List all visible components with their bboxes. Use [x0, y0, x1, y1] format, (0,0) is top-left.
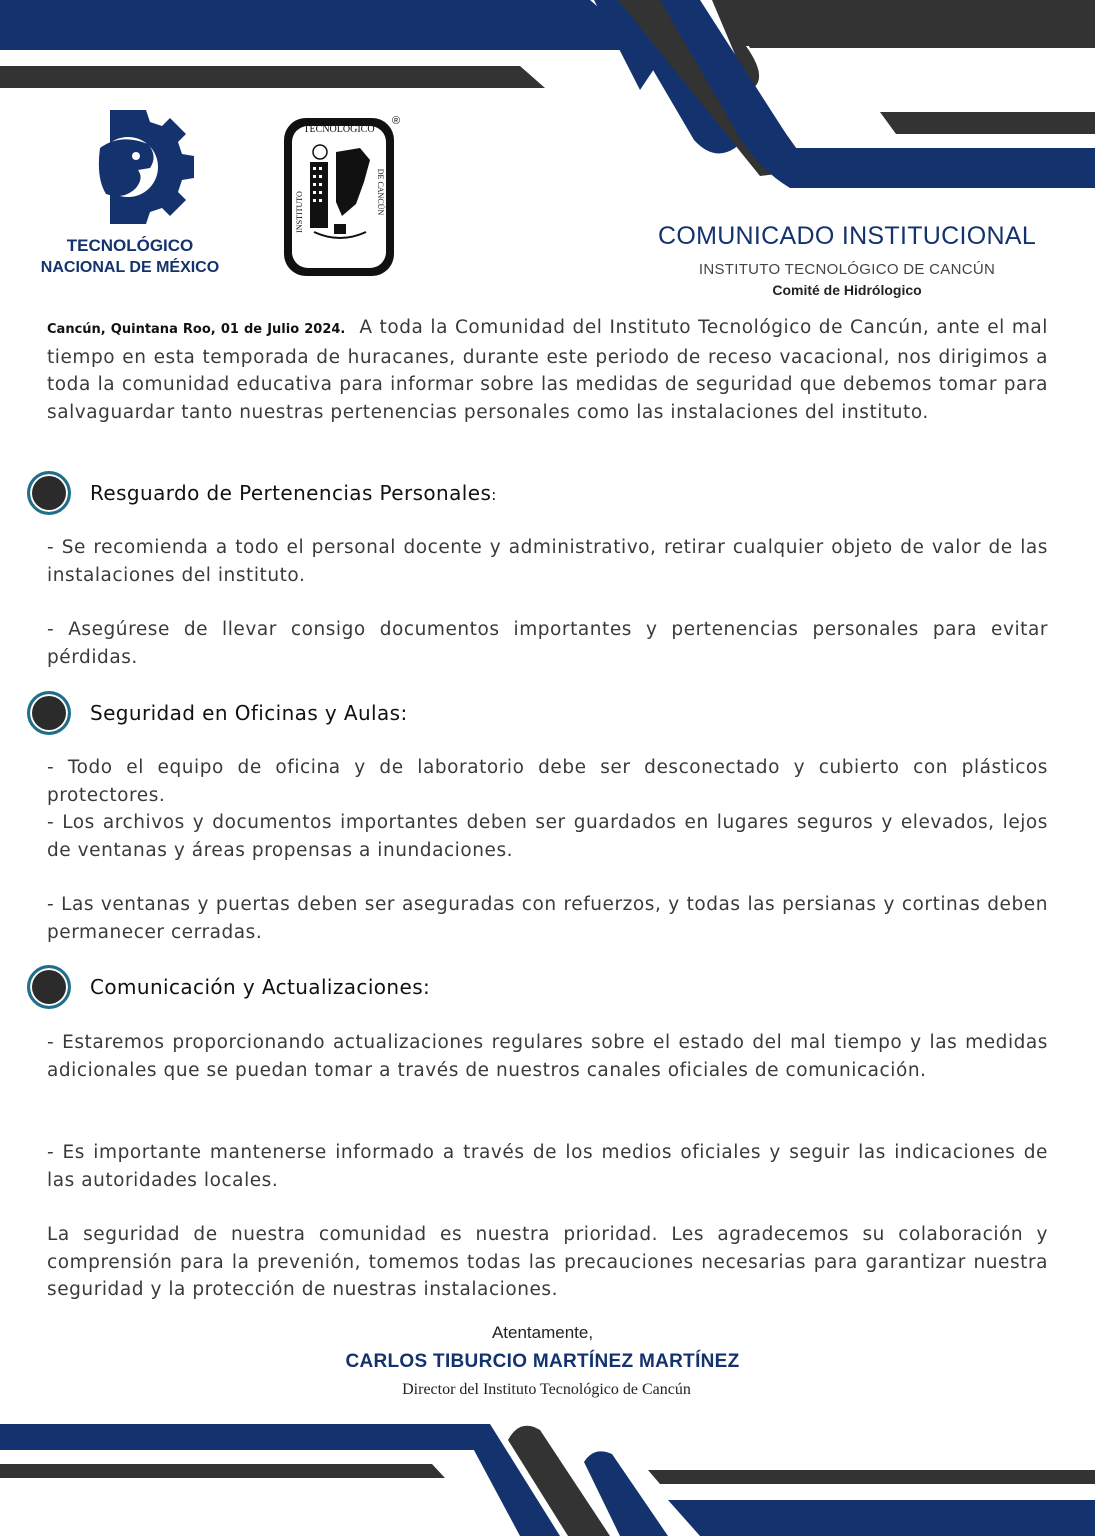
section-item	[47, 891, 1048, 946]
section-item	[47, 534, 1048, 589]
itc-top-text: TECNOLÓGICO	[303, 124, 375, 135]
section-item-text: - Asegúrese de llevar consigo documentos importantes y pertenencias personales para evitar pérdidas.	[47, 619, 1048, 668]
itc-left-text: INSTITUTO	[295, 191, 304, 233]
signatory-name: CARLOS TIBURCIO MARTÍNEZ MARTÍNEZ	[345, 1351, 740, 1372]
section-item	[47, 616, 1048, 671]
section-item-text: - Todo el equipo de oficina y de laboratorio debe ser desconectado y cubierto con plásticos protectores.	[47, 757, 1048, 806]
section-bullet-icon	[27, 965, 71, 1009]
header	[647, 222, 1047, 298]
closing-text: La seguridad de nuestra comunidad es nuestra prioridad. Les agradecemos su colaboración y comprensión para la prevenión, tomemos todas las precauciones necesarias para garantizar nuestra seguridad y la protección de nuestras instalaciones.	[47, 1224, 1048, 1300]
section-title: Resguardo de Pertenencias Personales	[90, 481, 492, 505]
salutation: Atentamente,	[491, 1323, 594, 1342]
date-location: Cancún, Quintana Roo, 01 de Julio 2024.	[47, 322, 346, 337]
section-item	[47, 754, 1048, 864]
intro-paragraph	[47, 314, 1048, 426]
itc-registered: ®	[391, 115, 401, 127]
tecnm-line1: TECNOLÓGICO	[66, 236, 194, 255]
section-heading-office-safety	[27, 688, 408, 738]
intro-text: A toda la Comunidad del Instituto Tecnológico de Cancún, ante el mal tiempo en esta temporada de huracanes, durante este periodo de receso vacacional, nos dirigimos a toda la comunidad educativa para informar sobre las medidas de seguridad que debemos tomar para salvaguardar tanto nuestras pertenencias personales como las instalaciones del instituto.	[47, 317, 1048, 423]
committee-name: Comité de Hidrólogico	[772, 282, 922, 298]
section-item-text: - Es importante mantenerse informado a través de los medios oficiales y seguir las indicaciones de las autoridades locales.	[47, 1142, 1048, 1191]
itc-right-text: DE CANCÚN	[376, 168, 385, 216]
bottom-decoration	[0, 1410, 1095, 1536]
section-bullet-icon	[27, 691, 71, 735]
section-item	[47, 1029, 1048, 1084]
section-title-colon: :	[491, 486, 497, 504]
section-title: Seguridad en Oficinas y Aulas:	[90, 701, 408, 725]
section-bullet-icon	[27, 471, 71, 515]
section-heading-communication	[27, 962, 430, 1012]
section-item	[47, 1139, 1048, 1194]
tecnm-line2: NACIONAL DE MÉXICO	[40, 259, 220, 276]
signatory-role: Director del Instituto Tecnológico de Cancún	[402, 1381, 691, 1398]
section-title: Comunicación y Actualizaciones:	[90, 975, 431, 999]
section-item-text: - Los archivos y documentos importantes deben ser guardados en lugares seguros y elevados, lejos de ventanas y áreas propensas a inundaciones.	[47, 812, 1048, 861]
page-title: COMUNICADO INSTITUCIONAL	[657, 222, 1037, 250]
itc-logo	[280, 112, 402, 280]
tecnm-logo	[40, 108, 220, 278]
institute-name: INSTITUTO TECNOLÓGICO DE CANCÚN	[698, 261, 996, 278]
section-heading-personal-belongings	[27, 468, 497, 518]
closing-paragraph	[47, 1221, 1048, 1304]
section-item-text: - Estaremos proporcionando actualizaciones regulares sobre el estado del mal tiempo y las medidas adicionales que se puedan tomar a través de nuestros canales oficiales de comunicación.	[47, 1032, 1048, 1081]
section-item-text: - Las ventanas y puertas deben ser aseguradas con refuerzos, y todas las persianas y cortinas deben permanecer cerradas.	[47, 894, 1048, 943]
section-item-text: - Se recomienda a todo el personal docente y administrativo, retirar cualquier objeto de valor de las instalaciones del instituto.	[47, 537, 1048, 586]
